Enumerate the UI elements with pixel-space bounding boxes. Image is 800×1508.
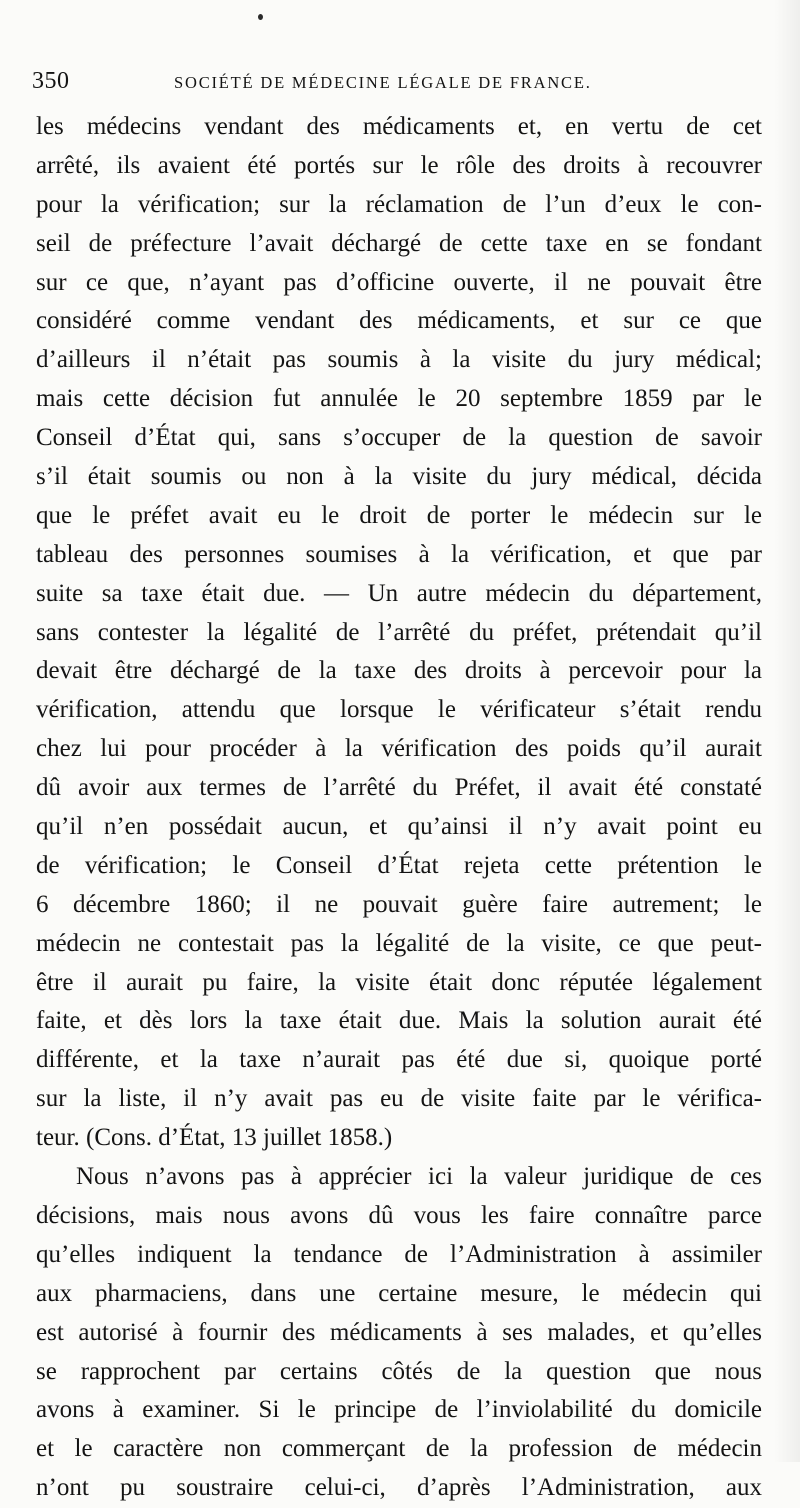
text-line: faite, et dès lors la taxe était due. Mais la solution aurait été — [36, 1007, 762, 1035]
text-line: devait être déchargé de la taxe des droits à percevoir pour la — [36, 657, 762, 685]
text-line: n’ont pu soustraire celui-ci, d’après l’Administration, aux — [36, 1474, 762, 1502]
text-line: seil de préfecture l’avait déchargé de cette taxe en se fondant — [36, 229, 762, 257]
text-line: mais cette décision fut annulée le 20 septembre 1859 par le — [36, 385, 762, 413]
text-line: qu’elles indiquent la tendance de l’Administration à assimiler — [36, 1240, 762, 1268]
paragraph-first-line: Nous n’avons pas à apprécier ici la valeur juridique de ces — [76, 1163, 762, 1191]
text-line: dû avoir aux termes de l’arrêté du Préfet, il avait été constaté — [36, 774, 762, 802]
text-line: pour la vérification; sur la réclamation de l’un d’eux le con- — [36, 190, 762, 218]
text-line: arrêté, ils avaient été portés sur le rôle des droits à recouvrer — [36, 151, 762, 179]
text-line: d’ailleurs il n’était pas soumis à la visite du jury médical; — [36, 346, 762, 374]
text-line: aux pharmaciens, dans une certaine mesure, le médecin qui — [36, 1279, 762, 1307]
text-line: est autorisé à fournir des médicaments à ses malades, et qu’elles — [36, 1318, 762, 1346]
page-edge-shadow — [774, 0, 800, 1462]
page-number: 350 — [32, 68, 70, 94]
text-line: médecin ne contestait pas la légalité de la visite, ce que peut- — [36, 929, 762, 957]
text-line: que le préfet avait eu le droit de porter le médecin sur le — [36, 501, 762, 529]
paragraph-last-line: teur. (Cons. d’État, 13 juillet 1858.) — [36, 1124, 393, 1152]
text-line: sur ce que, n’ayant pas d’officine ouverte, il ne pouvait être — [36, 268, 762, 296]
text-line: suite sa taxe était due. — Un autre médecin du département, — [36, 579, 762, 607]
running-head: SOCIÉTÉ DE MÉDECINE LÉGALE DE FRANCE. — [174, 73, 592, 92]
text-line: considéré comme vendant des médicaments, et sur ce que — [36, 307, 762, 335]
text-line: les médecins vendant des médicaments et, en vertu de cet — [36, 113, 762, 140]
text-line: vérification, attendu que lorsque le vérificateur s’était rendu — [36, 696, 762, 724]
text-line: sur la liste, il n’y avait pas eu de visite faite par le vérifica- — [36, 1085, 762, 1113]
text-line: avons à examiner. Si le principe de l’inviolabilité du domicile — [36, 1396, 762, 1424]
text-line: différente, et la taxe n’aurait pas été due si, quoique porté — [36, 1046, 762, 1074]
ink-speck — [258, 14, 263, 20]
text-line: se rapprochent par certains côtés de la question que nous — [36, 1357, 762, 1385]
text-line: s’il était soumis ou non à la visite du jury médical, décida — [36, 463, 762, 491]
body-text — [36, 108, 762, 1508]
text-line: Conseil d’État qui, sans s’occuper de la question de savoir — [36, 424, 762, 452]
text-line: être il aurait pu faire, la visite était donc réputée légalement — [36, 968, 762, 996]
text-line: chez lui pour procéder à la vérification des poids qu’il aurait — [36, 735, 762, 763]
text-line: tableau des personnes soumises à la vérification, et que par — [36, 540, 762, 568]
text-line: sans contester la légalité de l’arrêté du préfet, prétendait qu’il — [36, 618, 762, 646]
text-line: et le caractère non commerçant de la profession de médecin — [36, 1435, 762, 1463]
text-line: qu’il n’en possédait aucun, et qu’ainsi il n’y avait point eu — [36, 813, 762, 841]
text-line: décisions, mais nous avons dû vous les faire connaître parce — [36, 1201, 762, 1229]
page-header — [32, 66, 768, 100]
text-line: 6 décembre 1860; il ne pouvait guère faire autrement; le — [36, 890, 762, 918]
text-line: de vérification; le Conseil d’État rejeta cette prétention le — [36, 851, 762, 879]
